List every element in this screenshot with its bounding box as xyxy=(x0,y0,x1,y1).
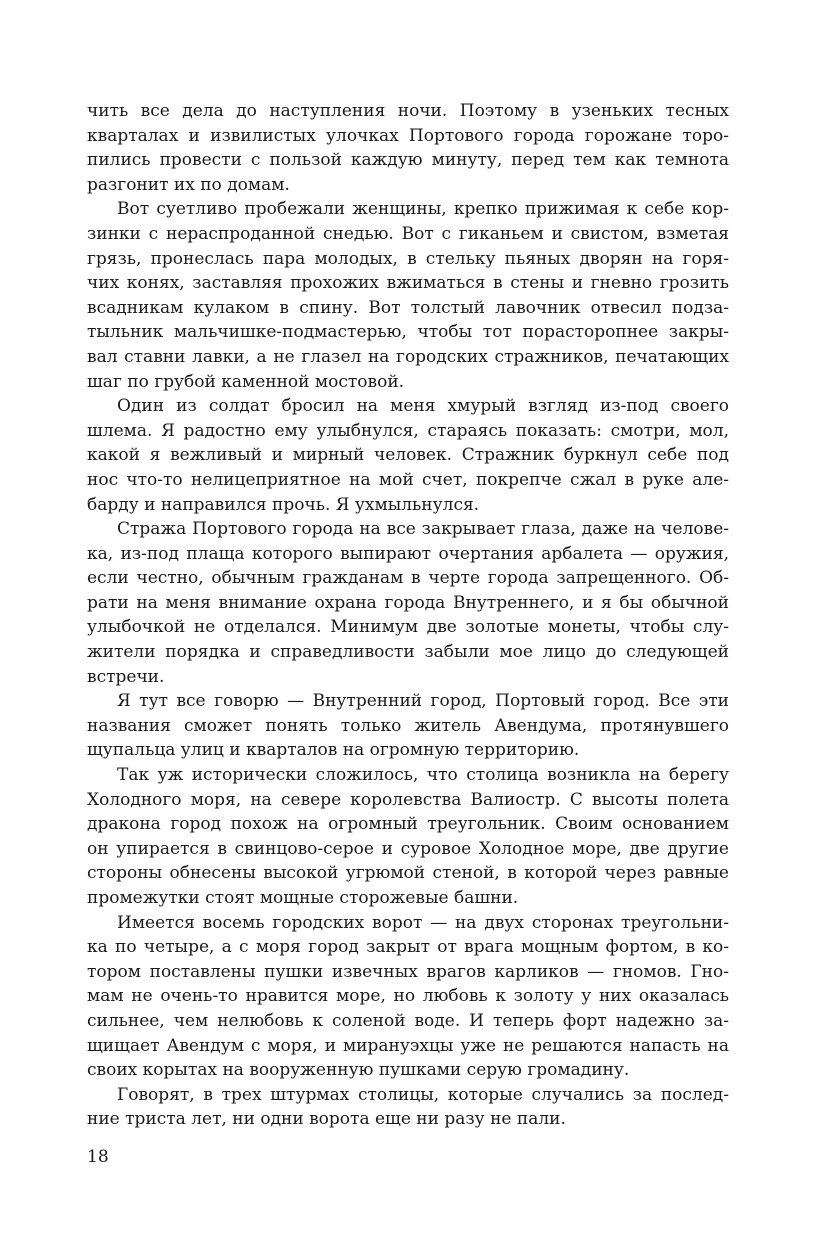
text-line: Так уж исторически сложилось, что столица возникла на берегу xyxy=(117,765,729,786)
text-line: грязь, пронеслась пара молодых, в стельку пьяных дворян на горя- xyxy=(87,248,729,269)
text-line: Говорят, в трех штурмах столицы, которые случались за послед- xyxy=(117,1084,729,1105)
paragraph xyxy=(87,689,729,763)
text-line: шаг по грубой каменной мостовой. xyxy=(87,371,405,392)
paragraph xyxy=(87,394,729,517)
text-line: разгонит их по домам. xyxy=(87,174,290,195)
paragraph xyxy=(87,99,729,197)
text-line: щупальца улиц и кварталов на огромную территорию. xyxy=(87,740,580,761)
text-line: нос что-то нелицеприятное на мой счет, покрепче сжал в руке але- xyxy=(87,469,729,490)
text-line: промежутки стоят мощные сторожевые башни. xyxy=(87,888,519,908)
text-line: щищает Авендум с моря, и мирануэхцы уже не решаются напасть на xyxy=(87,1035,729,1056)
text-line: сильнее, чем нелюбовь к соленой воде. И теперь форт надежно за- xyxy=(87,1010,729,1031)
text-line: названия сможет понять только житель Авендума, протянувшего xyxy=(87,715,729,736)
paragraph xyxy=(87,197,729,394)
text-line: тором поставлены пушки извечных врагов карликов — гномов. Гно- xyxy=(87,961,729,982)
text-line: дракона город похож на огромный треугольник. Своим основанием xyxy=(87,814,729,835)
text-line: Имеется восемь городских ворот — на двух сторонах треугольни- xyxy=(117,912,729,933)
text-line: улыбочкой не отделался. Минимум две золотые монеты, чтобы слу- xyxy=(87,617,729,638)
paragraph xyxy=(87,1083,729,1132)
page-number: 18 xyxy=(87,1147,109,1167)
page-text xyxy=(87,99,729,1132)
paragraph xyxy=(87,763,729,911)
text-line: если честно, обычным гражданам в черте города запрещенного. Об- xyxy=(87,568,729,589)
text-line: мам не очень-то нравится море, но любовь к золоту у них оказалась xyxy=(87,986,729,1007)
text-line: вал ставни лавки, а не глазел на городских стражников, печатающих xyxy=(87,346,729,367)
paragraph xyxy=(87,911,729,1083)
text-line: жители порядка и справедливости забыли мое лицо до следующей xyxy=(87,642,729,663)
text-line: чих конях, заставляя прохожих вжиматься в стены и гневно грозить xyxy=(87,273,729,294)
text-line: ка по четыре, а с моря город закрыт от врага мощным фортом, в ко- xyxy=(87,937,729,958)
text-line: Вот суетливо пробежали женщины, крепко прижимая к себе кор- xyxy=(117,199,729,220)
text-line: барду и направился прочь. Я ухмыльнулся. xyxy=(87,494,480,515)
text-line: стороны обнесены высокой угрюмой стеной, в которой через равные xyxy=(87,863,729,884)
text-line: ние триста лет, ни одни ворота еще ни разу не пали. xyxy=(87,1109,566,1130)
text-line: зинки с нераспроданной снедью. Вот с гиканьем и свистом, взметая xyxy=(87,223,729,244)
text-line: своих корытах на вооруженную пушками серую громадину. xyxy=(87,1060,630,1081)
text-line: всадникам кулаком в спину. Вот толстый лавочник отвесил подза- xyxy=(87,297,729,318)
text-line: Холодного моря, на севере королевства Валиостр. С высоты полета xyxy=(87,789,729,810)
text-line: кварталах и извилистых улочках Портового города горожане торо- xyxy=(87,125,729,146)
text-line: он упирается в свинцово-серое и суровое Холодное море, две другие xyxy=(87,838,729,859)
text-line: какой я вежливый и мирный человек. Стражник буркнул себе под xyxy=(87,445,729,466)
text-line: тыльник мальчишке-подмастерью, чтобы тот порасторопнее закры- xyxy=(87,322,729,343)
text-line: Один из солдат бросил на меня хмурый взгляд из-под своего xyxy=(117,396,729,417)
text-line: ка, из-под плаща которого выпирают очертания арбалета — оружия, xyxy=(87,543,729,564)
text-line: встречи. xyxy=(87,666,165,687)
text-line: шлема. Я радостно ему улыбнулся, стараясь показать: смотри, мол, xyxy=(87,420,729,441)
text-line: пились провести с пользой каждую минуту, перед тем как темнота xyxy=(87,150,729,171)
paragraph xyxy=(87,517,729,689)
text-line: Я тут все говорю — Внутренний город, Портовый город. Все эти xyxy=(117,691,729,712)
text-line: чить все дела до наступления ночи. Поэтому в узеньких тесных xyxy=(87,101,729,121)
text-line: Стража Портового города на все закрывает глаза, даже на челове- xyxy=(117,519,729,540)
text-line: рати на меня внимание охрана города Внутреннего, и я бы обычной xyxy=(87,592,729,613)
